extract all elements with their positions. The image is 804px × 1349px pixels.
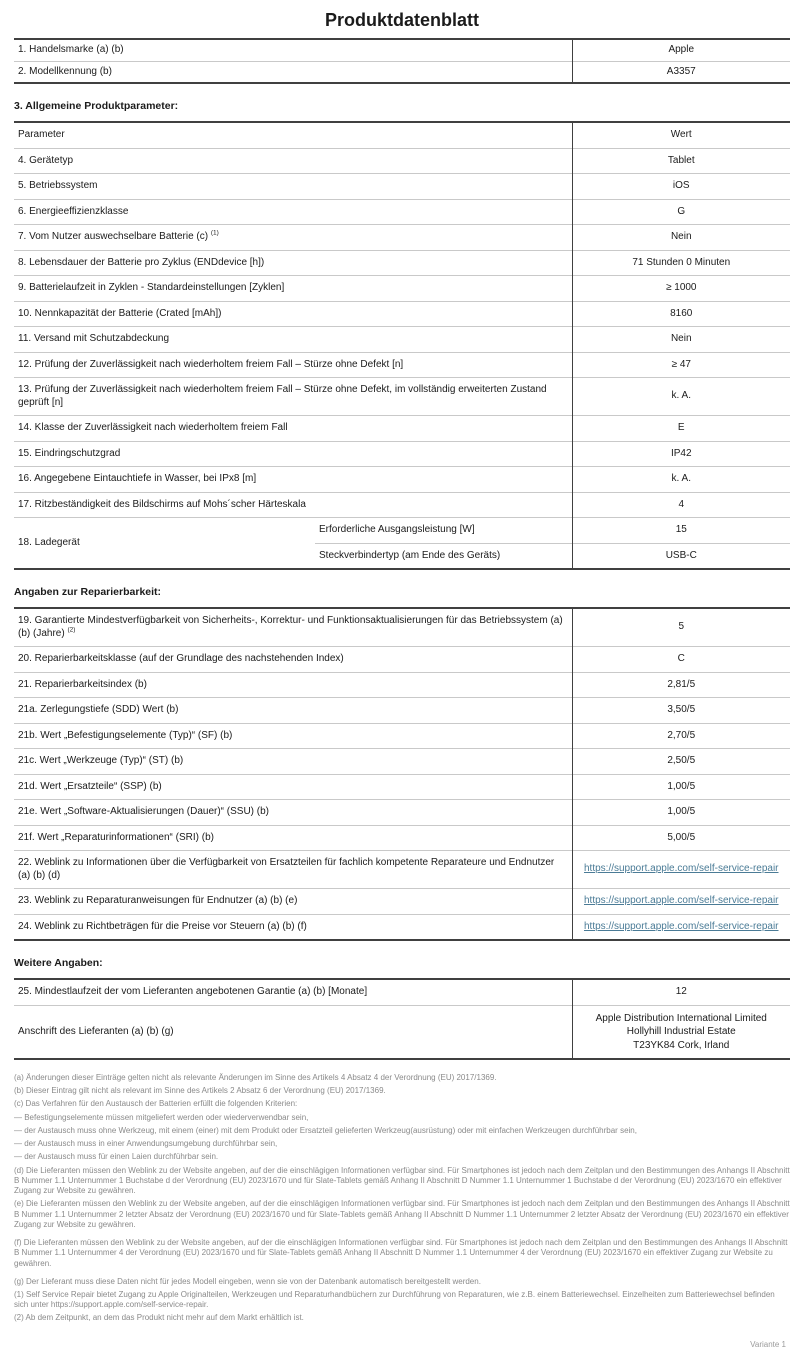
row-label: 11. Versand mit Schutzabdeckung bbox=[14, 327, 572, 353]
table-row bbox=[14, 61, 790, 83]
row-value: IP42 bbox=[572, 441, 790, 467]
table-row bbox=[14, 301, 790, 327]
row-label: 21b. Wert „Befestigungselemente (Typ)“ (SF) (b) bbox=[14, 723, 572, 749]
table-row bbox=[14, 174, 790, 200]
footnote-item: (a) Änderungen dieser Einträge gelten nicht als relevante Änderungen im Sinne des Artikels 4 Absatz 4 der Verordnung (EU) 2017/1369. bbox=[14, 1073, 497, 1082]
table-row bbox=[14, 889, 790, 915]
table-row bbox=[14, 914, 790, 940]
row-value: 15 bbox=[572, 518, 790, 544]
page-title: Produktdatenblatt bbox=[324, 10, 479, 30]
table-row bbox=[14, 851, 790, 889]
row-label: 22. Weblink zu Informationen über die Verfügbarkeit von Ersatzteilen für fachlich kompetente Reparateure und Endnutzer (a) (b) (d) bbox=[14, 851, 572, 889]
row-value: 12 bbox=[572, 979, 790, 1005]
table-row bbox=[14, 774, 790, 800]
row-label: 21. Reparierbarkeitsindex (b) bbox=[14, 672, 572, 698]
row-value: k. A. bbox=[572, 467, 790, 493]
table-row bbox=[14, 378, 790, 416]
table-row bbox=[14, 39, 790, 61]
row-value: USB-C bbox=[572, 543, 790, 569]
support-link[interactable]: https://support.apple.com/self-service-repair bbox=[583, 920, 779, 932]
repairability-table bbox=[14, 607, 790, 941]
row-label: 15. Eindringschutzgrad bbox=[14, 441, 572, 467]
table-header-row bbox=[14, 122, 790, 148]
row-value bbox=[572, 1005, 790, 1059]
table-row bbox=[14, 250, 790, 276]
table-row bbox=[14, 825, 790, 851]
row-value: C bbox=[572, 647, 790, 673]
row-value: k. A. bbox=[572, 378, 790, 416]
row-label: 5. Betriebssystem bbox=[14, 174, 572, 200]
footnote-item: — der Austausch muss ohne Werkzeug, mit einem (einer) mit dem Produkt oder Ersatzteil gelieferten Werkzeug(ausrüstung) oder mit einfachen Werkzeugen durchführbar sein, bbox=[14, 1125, 637, 1135]
footnote-item: (g) Der Lieferant muss diese Daten nicht für jedes Modell eingeben, wenn sie von der Datenbank automatisch bereitgestellt werden. bbox=[14, 1276, 481, 1286]
row-label: 13. Prüfung der Zuverlässigkeit nach wiederholtem freiem Fall – Stürze ohne Defekt, im vollständig erweiterten Zustand geprüft [n] bbox=[14, 378, 572, 416]
row-value: ≥ 47 bbox=[572, 352, 790, 378]
row-value bbox=[572, 914, 790, 940]
table-row bbox=[14, 327, 790, 353]
footnote-reference: (1) bbox=[210, 229, 219, 237]
row-label: 2. Modellkennung (b) bbox=[14, 61, 572, 83]
row-label: 23. Weblink zu Reparaturanweisungen für Endnutzer (a) (b) (e) bbox=[14, 889, 572, 915]
row-value: 5 bbox=[572, 608, 790, 647]
table-row bbox=[14, 647, 790, 673]
row-value: 1,00/5 bbox=[572, 774, 790, 800]
column-header-value: Wert bbox=[572, 122, 790, 148]
support-link[interactable]: https://support.apple.com/self-service-repair bbox=[583, 863, 779, 875]
footnote-item: (e) Die Lieferanten müssen den Weblink zu der Website angeben, auf der die einschlägigen Informationen verfügbar sind. Für Smartphones ist jedoch nach dem Zeitplan und den Bestimmungen des Anhangs II Abschnitt B Nummer 1.1 Unternummer 2 letzter Absatz der Verordnung (EU) 2023/1670 und für Slate-Tablets gemäß Anhang II Abschnitt D Nummer 1.1 Unternummer 2 letzter Absatz der Verordnung (EU) 2023/1670 ein effektiver Zugang zur Website zu gewähren. bbox=[14, 1199, 790, 1229]
general-parameters-table bbox=[14, 121, 790, 570]
row-value: 3,50/5 bbox=[572, 698, 790, 724]
footnote-item: (f) Die Lieferanten müssen den Weblink zu der Website angeben, auf der die einschlägigen Informationen verfügbar sind. Für Smartphones ist jedoch nach dem Zeitplan und den Bestimmungen des Anhangs II Abschnitt B Nummer 1.1 Unternummer 4 der Verordnung (EU) 2023/1670 und für Slate-Tablets gemäß Anhang II Abschnitt D Nummer 1.1 Unternummer 4 der Verordnung (EU) 2023/1670 ein effektiver Zugang zur Website zu gewähren. bbox=[14, 1238, 788, 1268]
row-label: 21d. Wert „Ersatzteile“ (SSP) (b) bbox=[14, 774, 572, 800]
row-value: A3357 bbox=[572, 61, 790, 83]
row-label: 9. Batterielaufzeit in Zyklen - Standardeinstellungen [Zyklen] bbox=[14, 276, 572, 302]
footnote-item: (b) Dieser Eintrag gilt nicht als relevant im Sinne des Artikels 2 Absatz 6 der Verordnung (EU) 2017/1369. bbox=[14, 1086, 386, 1096]
row-label: 14. Klasse der Zuverlässigkeit nach wiederholtem freiem Fall bbox=[14, 416, 572, 442]
table-row bbox=[14, 276, 790, 302]
row-value: 1,00/5 bbox=[572, 800, 790, 826]
table-row bbox=[14, 1005, 790, 1059]
table-row bbox=[14, 979, 790, 1005]
footnote-reference: (2) bbox=[67, 626, 76, 634]
table-row bbox=[14, 199, 790, 225]
row-label: 12. Prüfung der Zuverlässigkeit nach wiederholtem freiem Fall – Stürze ohne Defekt [n] bbox=[14, 352, 572, 378]
table-row bbox=[14, 225, 790, 251]
footnote-item: (c) Das Verfahren für den Austausch der Batterien erfüllt die folgenden Kriterien: bbox=[14, 1099, 298, 1109]
row-value: E bbox=[572, 416, 790, 442]
column-header-parameter: Parameter bbox=[18, 129, 65, 140]
footnote-item: (2) Ab dem Zeitpunkt, an dem das Produkt nicht mehr auf dem Markt erhältlich ist. bbox=[14, 1313, 304, 1323]
row-label: 21c. Wert „Werkzeuge (Typ)“ (ST) (b) bbox=[14, 749, 572, 775]
row-value: Tablet bbox=[572, 148, 790, 174]
footnote-item: — der Austausch muss in einer Anwendungsumgebung durchführbar sein, bbox=[14, 1139, 278, 1149]
supplier-address-line: Hollyhill Industrial Estate bbox=[626, 1026, 736, 1037]
charger-sub-label: Steckverbindertyp (am Ende des Geräts) bbox=[315, 543, 572, 569]
table-row bbox=[14, 148, 790, 174]
row-label: 6. Energieeffizienzklasse bbox=[14, 199, 572, 225]
table-row bbox=[14, 749, 790, 775]
footnotes bbox=[14, 1073, 790, 1324]
row-value: 5,00/5 bbox=[572, 825, 790, 851]
section-heading-repairability: Angaben zur Reparierbarkeit: bbox=[14, 586, 162, 598]
row-label: 21e. Wert „Software-Aktualisierungen (Dauer)“ (SSU) (b) bbox=[14, 800, 572, 826]
table-row bbox=[14, 672, 790, 698]
footnote-item: — Befestigungselemente müssen mitgeliefert werden oder wiederverwendbar sein, bbox=[14, 1112, 309, 1122]
row-value bbox=[572, 851, 790, 889]
identification-table bbox=[14, 38, 790, 84]
row-label: 7. Vom Nutzer auswechselbare Batterie (c) $^{(1)}$ bbox=[14, 225, 572, 251]
support-link[interactable]: https://support.apple.com/self-service-repair bbox=[583, 895, 779, 906]
row-value: Apple bbox=[572, 39, 790, 61]
table-row bbox=[14, 800, 790, 826]
row-value: G bbox=[572, 199, 790, 225]
charger-row bbox=[14, 518, 790, 544]
row-value: 2,70/5 bbox=[572, 723, 790, 749]
supplier-address-line: Apple Distribution International Limited bbox=[595, 1012, 767, 1024]
row-label: Anschrift des Lieferanten (a) (b) (g) bbox=[14, 1005, 572, 1059]
row-value: 2,81/5 bbox=[572, 672, 790, 698]
table-row bbox=[14, 467, 790, 493]
row-value: 71 Stunden 0 Minuten bbox=[572, 250, 790, 276]
row-label: 25. Mindestlaufzeit der vom Lieferanten angebotenen Garantie (a) (b) [Monate] bbox=[18, 986, 368, 997]
row-label: 20. Reparierbarkeitsklasse (auf der Grundlage des nachstehenden Index) bbox=[14, 647, 572, 673]
section-heading-additional: Weitere Angaben: bbox=[14, 957, 103, 969]
row-label: 24. Weblink zu Richtbeträgen für die Preise vor Steuern (a) (b) (f) bbox=[14, 914, 572, 940]
row-value: 2,50/5 bbox=[572, 749, 790, 775]
row-value: Nein bbox=[572, 327, 790, 353]
supplier-address-line: T23YK84 Cork, Irland bbox=[633, 1039, 730, 1051]
table-row bbox=[14, 441, 790, 467]
row-value: iOS bbox=[572, 174, 790, 200]
table-row bbox=[14, 492, 790, 518]
footnote-item: (d) Die Lieferanten müssen den Weblink zu der Website angeben, auf der die einschlägigen Informationen verfügbar sind. Für Smartphones ist jedoch nach dem Zeitplan und den Bestimmungen des Anhangs II Abschnitt B Nummer 1.1 Unternummer 1 Buchstabe d der Verordnung (EU) 2023/1670 und für Slate-Tablets gemäß Anhang II Abschnitt D Nummer 1.1 Unternummer 1 Buchstabe d der Verordnung (EU) 2023/1670 ein effektiver Zugang zur Website zu gewähren. bbox=[14, 1165, 790, 1196]
row-label: 1. Handelsmarke (a) (b) bbox=[18, 44, 124, 55]
row-label: 16. Angegebene Eintauchtiefe in Wasser, bei IPx8 [m] bbox=[14, 467, 572, 493]
row-label: 21f. Wert „Reparaturinformationen“ (SRI) (b) bbox=[14, 825, 572, 851]
row-value: ≥ 1000 bbox=[572, 276, 790, 302]
variant-label: Variante 1 bbox=[750, 1339, 786, 1349]
row-value: 4 bbox=[572, 492, 790, 518]
row-label: 21a. Zerlegungstiefe (SDD) Wert (b) bbox=[14, 698, 572, 724]
table-row bbox=[14, 723, 790, 749]
table-row bbox=[14, 416, 790, 442]
row-label: 4. Gerätetyp bbox=[14, 148, 572, 174]
table-row bbox=[14, 608, 790, 647]
footnote-item: — der Austausch muss für einen Laien durchführbar sein. bbox=[14, 1152, 219, 1162]
footnote-item: (1) Self Service Repair bietet Zugang zu Apple Originalteilen, Werkzeugen und Reparaturhandbüchern zur Durchführung von Reparaturen, wie z.B. einem Batteriewechsel. Einzelheiten zum Batteriewechsel befinden sich unter https://support.apple.com/self-service-repair. bbox=[14, 1289, 775, 1310]
section-heading-general: 3. Allgemeine Produktparameter: bbox=[14, 100, 179, 112]
row-label: 8. Lebensdauer der Batterie pro Zyklus (ENDdevice [h]) bbox=[14, 250, 572, 276]
table-row bbox=[14, 352, 790, 378]
row-label: 17. Ritzbeständigkeit des Bildschirms auf Mohs´scher Härteskala bbox=[14, 492, 572, 518]
charger-sub-label: Erforderliche Ausgangsleistung [W] bbox=[315, 518, 572, 544]
additional-info-table bbox=[14, 978, 790, 1060]
row-label: 10. Nennkapazität der Batterie (Crated [mAh]) bbox=[14, 301, 572, 327]
row-value: Nein bbox=[572, 225, 790, 251]
table-row bbox=[14, 698, 790, 724]
row-label: 18. Ladegerät bbox=[14, 518, 315, 570]
row-label: 19. Garantierte Mindestverfügbarkeit von Sicherheits-, Korrektur- und Funktionsaktualisierungen für das Betriebssystem (a) (b) (Jahre) $^{(2)}$ bbox=[18, 615, 563, 639]
row-value: 8160 bbox=[572, 301, 790, 327]
row-value bbox=[572, 889, 790, 915]
